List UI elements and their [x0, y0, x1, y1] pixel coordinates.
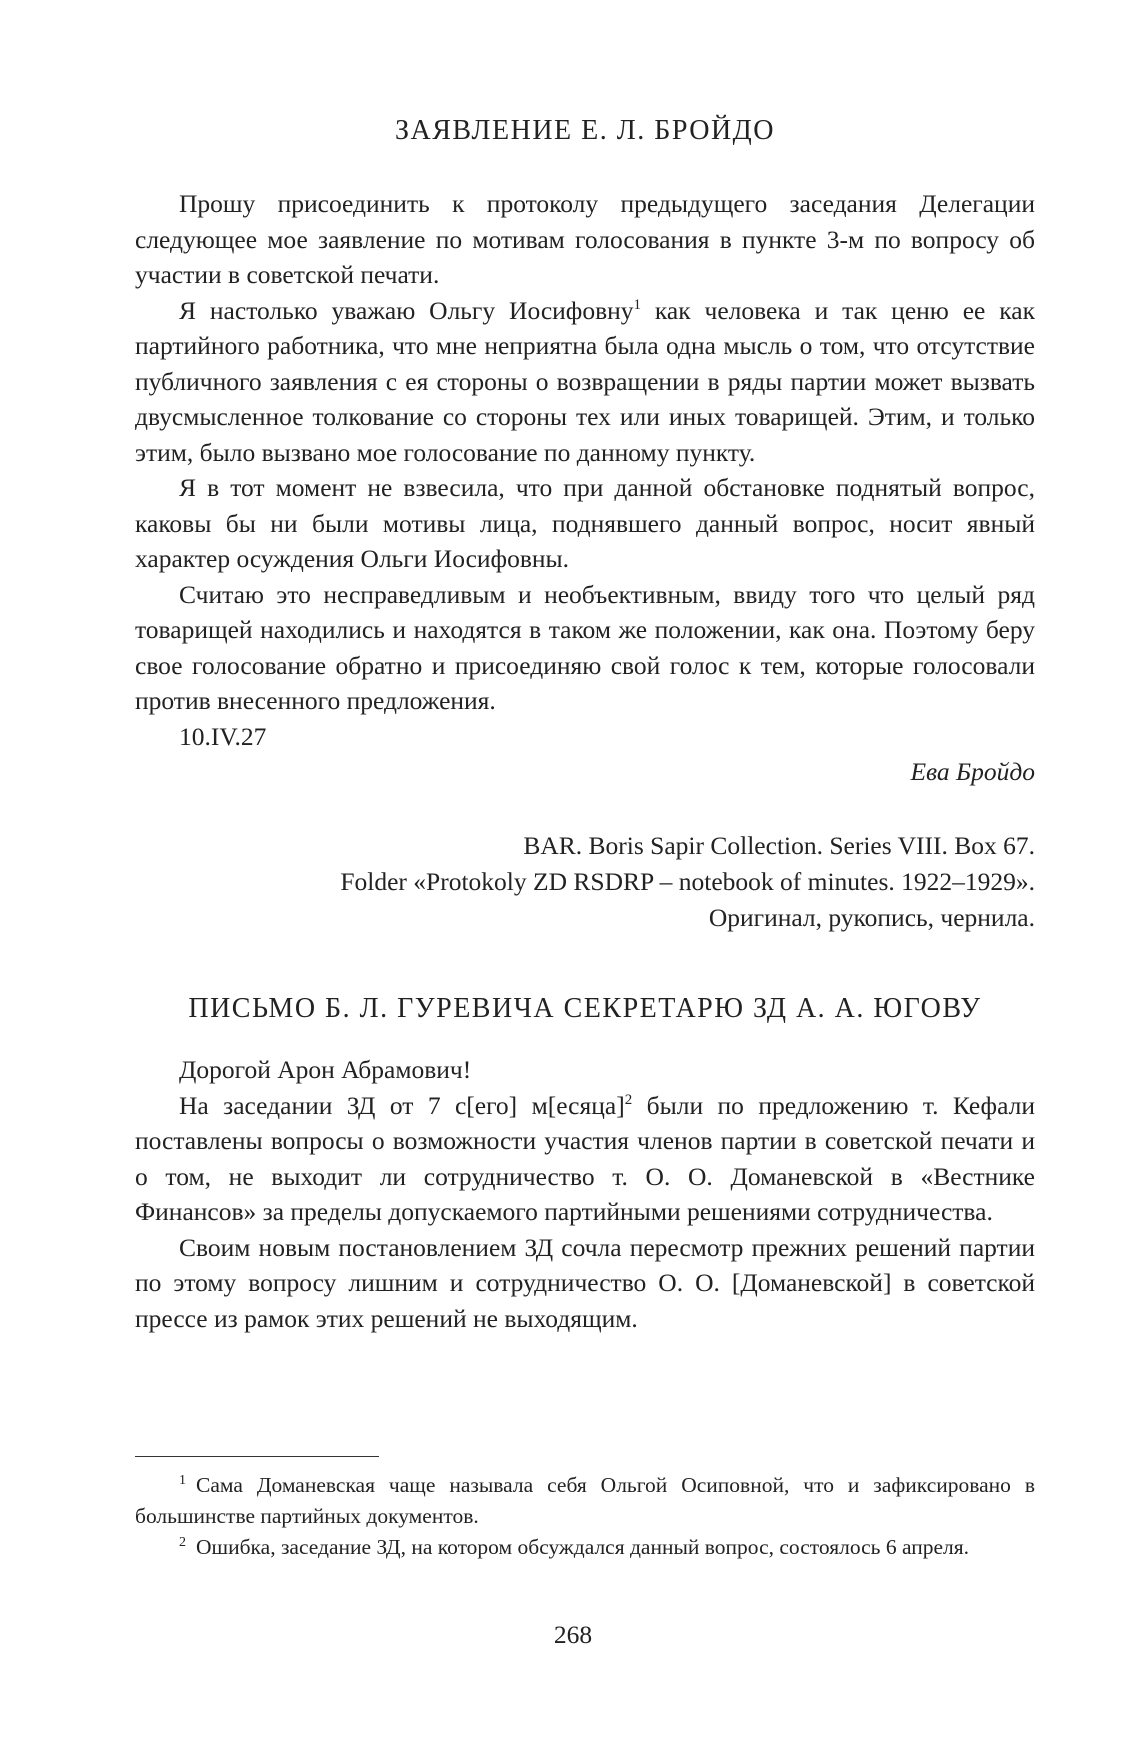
paragraph	[135, 1088, 1035, 1230]
paragraph-text: были по предложению т. Кефали поставлены вопросы о возможности участия членов партии в советской печати и о том, не выходит ли сотрудничество т. О. О. Доманевской в «Вестнике Финансов» за пределы допускаемого партийными решениями сотрудничества.	[135, 1090, 1035, 1226]
date: 10.IV.27	[179, 721, 267, 751]
paragraph: Своим новым постановлением ЗД сочла пересмотр прежних решений партии по этому вопросу лишним и сотрудничество О. О. [Доманевской] в советской прессе из рамок этих решений не выходящим.	[135, 1232, 1035, 1333]
paragraph: Я в тот момент не взвесила, что при данной обстановке поднятый вопрос, каковы бы ни были мотивы лица, поднявшего данный вопрос, носит явный характер осуждения Ольги Иосифовны.	[135, 473, 1035, 573]
signature: Ева Бройдо	[910, 757, 1035, 786]
source-line: BAR. Boris Sapir Collection. Series VIII. Box 67.	[523, 830, 1035, 860]
source-line: Folder «Protokoly ZD RSDRP – notebook of minutes. 1922–1929».	[340, 866, 1035, 896]
footnote-divider	[135, 1456, 379, 1457]
greeting: Дорогой Арон Абрамович!	[179, 1055, 472, 1084]
section-statement	[135, 112, 1035, 936]
source-line: Оригинал, рукопись, чернила.	[708, 902, 1035, 932]
paragraph-text: как человека и так ценю ее как партийного работника, что мне неприятна была одна мысль о том, что отсутствие публичного заявления с ея стороны о возвращении в ряды партии может вызвать двусмысленное толкование со стороны тех или иных товарищей. Этим, и только этим, было вызвано мое голосование по данному пункту.	[135, 295, 1035, 467]
footnote-text: Сама Доманевская чаще называла себя Ольгой Осиповной, что и зафиксировано в большинстве партийных документов.	[135, 1473, 1035, 1528]
footnote-ref: 2	[624, 1091, 633, 1108]
footnote-text: Ошибка, заседание ЗД, на котором обсуждался данный вопрос, состоялось 6 апреля.	[196, 1535, 970, 1559]
footnote-ref: 1	[633, 296, 642, 313]
paragraph: Считаю это несправедливым и необъективным, ввиду того что целый ряд товарищей находились и находятся в таком же положении, как она. Поэтому беру свое голосование обратно и присоединяю свой голос к тем, которые голосовали против внесенного предложения.	[135, 579, 1035, 715]
paragraph: Прошу присоединить к протоколу предыдущего заседания Делегации следующее мое заявление по мотивам голосования в пункте 3-м по вопросу об участии в советской печати.	[135, 189, 1035, 289]
paragraph-text: Я настолько уважаю Ольгу Иосифовну	[179, 295, 634, 325]
page-number: 268	[553, 1620, 593, 1649]
footnote	[135, 1470, 1035, 1532]
section-title-statement: ЗАЯВЛЕНИЕ Е. Л. БРОЙДО	[394, 115, 776, 146]
paragraph	[135, 293, 1035, 471]
footnote-mark: 1	[179, 1473, 186, 1488]
section-letter	[135, 990, 1035, 1336]
section-title-letter: ПИСЬМО Б. Л. ГУРЕВИЧА СЕКРЕТАРЮ ЗД А. А. ЮГОВУ	[188, 993, 982, 1024]
paragraph-text: На заседании ЗД от 7 с[его] м[есяца]	[179, 1090, 625, 1120]
footnotes	[135, 1470, 1035, 1563]
footnote	[135, 1532, 1035, 1563]
footnote-mark: 2	[179, 1535, 186, 1550]
